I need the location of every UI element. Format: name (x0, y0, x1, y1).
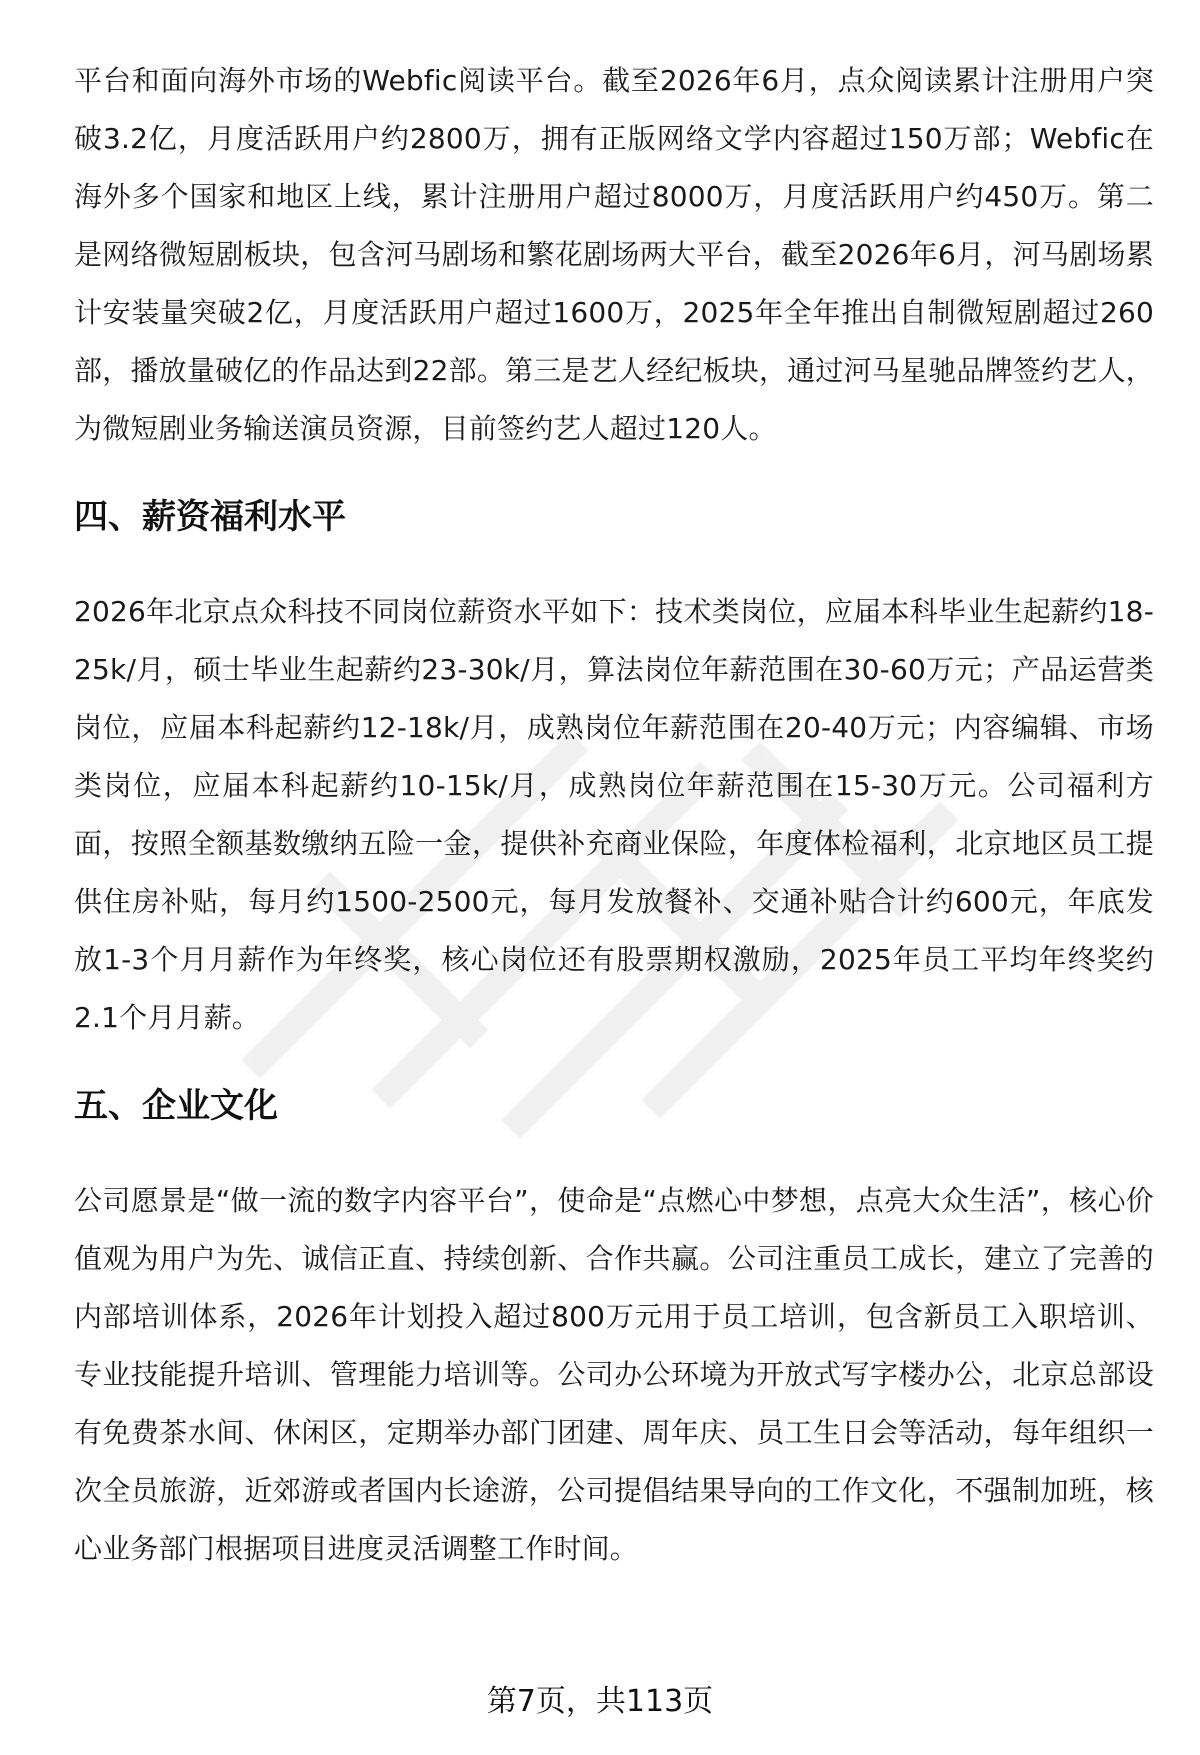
paragraph-salary-benefits: 2026年北京点众科技不同岗位薪资水平如下：技术类岗位，应届本科毕业生起薪约18-25k/月，硕士毕业生起薪约23-30k/月，算法岗位年薪范围在30-60万元；产品运营类岗位，应届本科起薪约12-18k/月，成熟岗位年薪范围在20-40万元；内容编辑、市场类岗位，应届本科起薪约10-15k/月，成熟岗位年薪范围在15-30万元。公司福利方面，按照全额基数缴纳五险一金，提供补充商业保险，年度体检福利，北京地区员工提供住房补贴，每月约1500-2500元，每月发放餐补、交通补贴合计约600元，年底发放1-3个月月薪作为年终奖，核心岗位还有股票期权激励，2025年员工平均年终奖约2.1个月月薪。 (74, 595, 1154, 1034)
paragraph-company-culture: 公司愿景是“做一流的数字内容平台”，使命是“点燃心中梦想，点亮大众生活”，核心价值观为用户为先、诚信正直、持续创新、合作共赢。公司注重员工成长，建立了完善的内部培训体系，2026年计划投入超过800万元用于员工培训，包含新员工入职培训、专业技能提升培训、管理能力培训等。公司办公环境为开放式写字楼办公，北京总部设有免费茶水间、休闲区，定期举办部门团建、周年庆、员工生日会等活动，每年组织一次全员旅游，近郊游或者国内长途游，公司提倡结果导向的工作文化，不强制加班，核心业务部门根据项目进度灵活调整工作时间。 (74, 1184, 1154, 1565)
section-heading-culture: 五、企业文化 (74, 1086, 278, 1126)
document-body (74, 52, 1154, 1578)
paragraph-business-overview: 平台和面向海外市场的Webfic阅读平台。截至2026年6月，点众阅读累计注册用户突破3.2亿，月度活跃用户约2800万，拥有正版网络文学内容超过150万部；Webfic在海外多个国家和地区上线，累计注册用户超过8000万，月度活跃用户约450万。第二是网络微短剧板块，包含河马剧场和繁花剧场两大平台，截至2026年6月，河马剧场累计安装量突破2亿，月度活跃用户超过1600万，2025年全年推出自制微短剧超过260部，播放量破亿的作品达到22部。第三是艺人经纪板块，通过河马星驰品牌签约艺人，为微短剧业务输送演员资源，目前签约艺人超过120人。 (74, 64, 1154, 445)
page-number-footer: 第7页，共113页 (486, 1684, 714, 1719)
section-heading-salary: 四、薪资福利水平 (74, 497, 346, 537)
